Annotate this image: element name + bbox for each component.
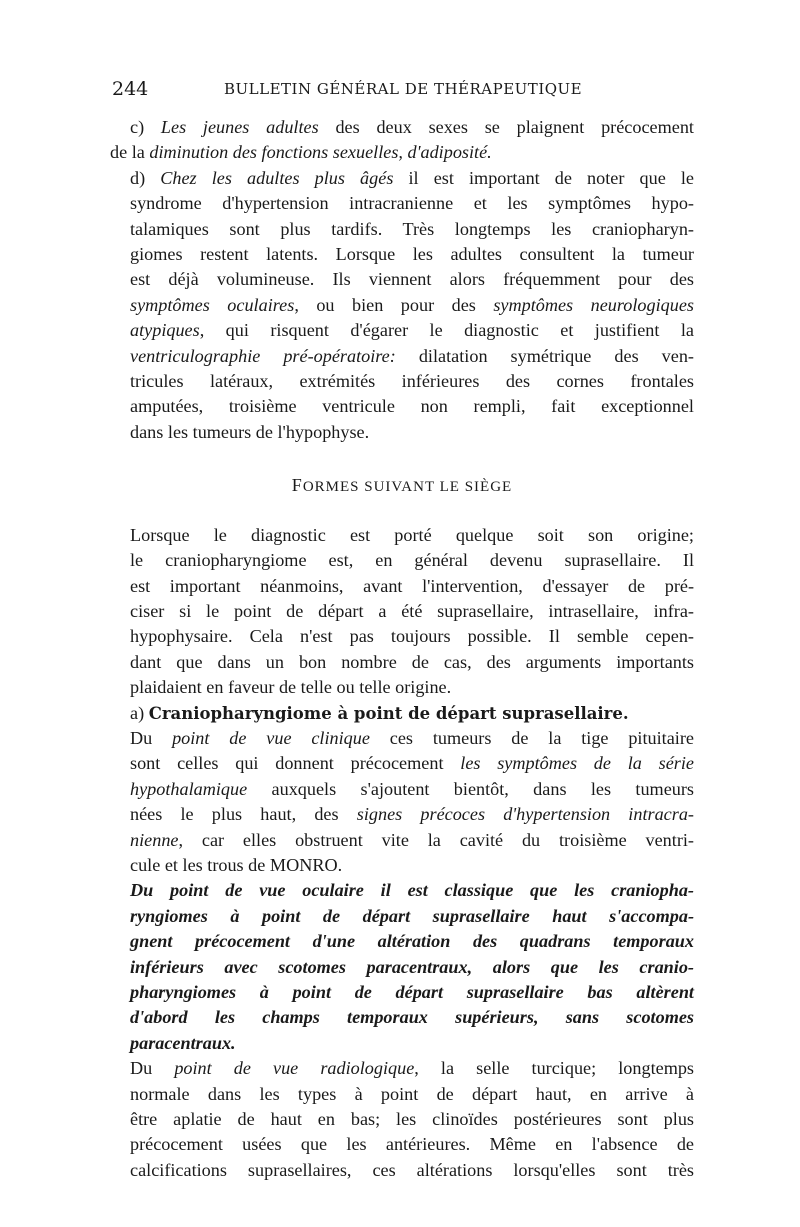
text-run: , car elles obstruent vite la cavité du troisième ventri- [178,829,694,850]
text-line [110,701,694,726]
text-line: syndrome d'hypertension intracranienne et les symptômes hypo- [130,193,694,214]
text-line [110,802,694,827]
text-line: paracentraux. [130,1032,236,1053]
text-run: ORMES SUIVANT LE SIÈGE [302,479,513,496]
text-line [110,1056,694,1081]
text-run: F [291,475,303,496]
text-run: point de vue clinique [172,727,370,748]
text-run: nienne [130,829,179,850]
paragraph-f [110,726,694,878]
text-line: tricules latéraux, extrémités inférieures des cornes frontales [130,371,694,392]
text-line [110,828,694,853]
text-line [110,318,694,343]
text-line: plaidaient en faveur de telle ou telle origine. [130,677,452,698]
running-header [112,78,692,100]
text-line: le craniopharyngiome est, en général devenu suprasellaire. Il [130,550,694,571]
text-run: signes précoces d'hypertension intracra- [356,804,694,825]
text-run: symptômes oculaires [130,294,295,315]
text-line [110,140,694,165]
text-line: précocement usées que les antérieures. Même en l'absence de [130,1134,694,1155]
text-line: ryngiomes à point de départ suprasellaire haut s'accompa- [130,905,694,926]
text-run: , la selle turcique; longtemps [414,1058,695,1079]
text-line: d'abord les champs temporaux supérieurs, sans scotomes [130,1007,694,1028]
text-line: être aplatie de haut en bas; les clinoïdes postérieures sont plus [130,1109,694,1130]
text-run: Chez les adultes plus âgés [160,167,394,188]
text-run: d) [130,167,161,188]
text-line: ciser si le point de départ a été suprasellaire, intrasellaire, infra- [130,600,694,621]
page-number: 244 [112,78,149,100]
text-run: des deux sexes se plaignent précocement [318,117,694,137]
text-run: Les jeunes adultes [160,117,319,137]
text-line: dans les tumeurs de l'hypophyse. [130,421,370,442]
text-run: Craniopharyngiome à point de départ suprasellaire. [148,703,629,723]
paragraph-h [110,1056,694,1183]
running-title: BULLETIN GÉNÉRAL DE THÉRAPEUTIQUE [224,80,583,98]
text-run: ces tumeurs de la tige pituitaire [369,727,694,748]
text-line [110,777,694,802]
text-run: sont celles qui donnent précocement [130,753,461,774]
text-line [110,726,694,751]
text-run: les symptômes de la série [460,753,694,774]
text-run: de la [110,142,150,163]
text-line: talamiques sont plus tardifs. Très longtemps les craniopharyn- [130,218,694,239]
text-run: il est important de noter que le [393,167,695,188]
text-line [110,166,694,191]
text-line: dant que dans un bon nombre de cas, des arguments importants [130,651,694,672]
text-run: Du [130,727,173,748]
text-line: cule et les trous de MONRO. [130,854,343,875]
text-run: hypothalamique [130,778,248,799]
text-run: symptômes neurologiques [493,294,695,315]
paragraph-g [110,878,694,1056]
text-run: , qui risquent d'égarer le diagnostic et justifient la [199,320,694,341]
text-line: gnent précocement d'une altération des quadrans temporaux [130,931,694,952]
text-run: atypiques [130,320,200,341]
section-heading [110,473,694,500]
text-line [110,115,694,140]
text-line: giomes restent latents. Lorsque les adultes consultent la tumeur [130,244,694,265]
text-line [110,293,694,318]
text-line: est important néanmoins, avant l'intervention, d'essayer de pré- [130,575,694,596]
text-line: Du point de vue oculaire il est classique que les craniopha- [130,880,694,901]
text-line: normale dans les types à point de départ haut, en arrive à [130,1083,694,1104]
text-run: a) [130,702,145,723]
paragraph-c [110,115,694,166]
text-line: amputées, troisième ventricule non rempli, fait exceptionnel [130,396,694,417]
text-line [110,344,694,369]
text-line: calcifications suprasellaires, ces altérations lorsqu'elles sont très [130,1159,694,1180]
page-body [110,115,694,1183]
text-line: Lorsque le diagnostic est porté quelque soit son origine; [130,524,694,545]
text-run: , ou bien pour des [294,294,494,315]
text-run: nées le plus haut, des [130,804,357,825]
text-run: Du [130,1058,175,1079]
text-line: inférieurs avec scotomes paracentraux, alors que les cranio- [130,956,694,977]
text-run: point de vue radiologique [174,1058,415,1079]
text-run: diminution des fonctions sexuelles, d'adiposité. [149,142,492,163]
text-line: est déjà volumineuse. Ils viennent alors fréquemment pour des [130,269,694,290]
text-run: auxquels s'ajoutent bientôt, dans les tumeurs [247,778,694,799]
text-run: ventriculographie pré-opératoire: [130,345,396,366]
text-run: dilatation symétrique des ven- [395,345,694,366]
paragraph-e [110,523,694,701]
text-run: c) [130,117,161,137]
text-line: hypophysaire. Cela n'est pas toujours possible. Il semble cepen- [130,626,694,647]
subheading-a [110,701,694,726]
paragraph-d [110,166,694,445]
text-line [110,751,694,776]
text-line: pharyngiomes à point de départ suprasellaire bas altèrent [130,982,694,1002]
